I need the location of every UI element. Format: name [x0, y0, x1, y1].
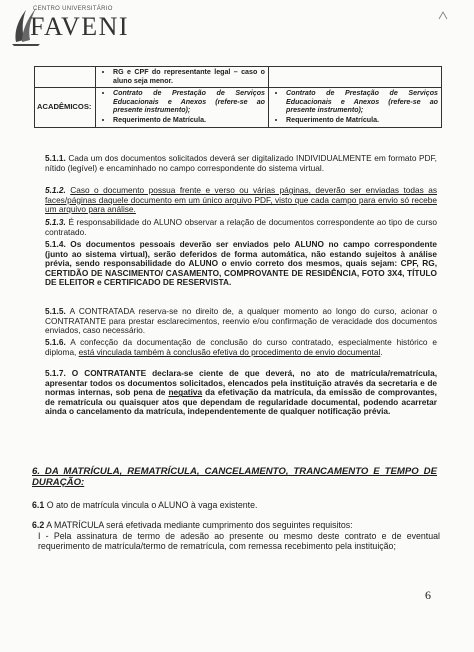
- table-row: [35, 88, 442, 127]
- table-row-label: ACADÊMICOS:: [35, 88, 96, 127]
- list-item: • Contrato de Prestação de Serviços Educacionais e Anexos (refere-se ao presente instrumento);: [113, 89, 265, 116]
- list-item: • Requerimento de Matrícula.: [286, 116, 438, 126]
- table-cell: [269, 88, 442, 127]
- corner-mark-icon: [438, 10, 448, 20]
- list-item: • RG e CPF do representante legal – caso o aluno seja menor.: [113, 68, 265, 86]
- paragraph-6-2: 6.2 A MATRÍCULA será efetivada mediante cumprimento dos seguintes requisitos:: [32, 520, 353, 530]
- clause-5-1-4: 5.1.4. Os documentos pessoais deverão ser enviados pelo ALUNO no campo correspondente (junto ao sistema virtual), serão deferidos de forma automática, não estando sujeitos à análise prévia, sendo responsabilidade do ALUNO o envio correto dos mesmos, quais sejam: CPF, RG, CERTIDÃO DE NASCIMENTO/ CASAMENTO, COMPROVANTE DE RESIDÊNCIA, FOTO 3X4, TÍTULO DE ELEITOR e CERTIFICADO DE RESERVISTA.: [45, 239, 437, 288]
- paragraph-6-2-item-1: I - Pela assinatura de termo de adesão ao presente ou mesmo deste contrato e de eventual requerimento de matrícula/termo de rematrícula, com remessa recebimento pela instituição;: [38, 531, 440, 552]
- list-item: • Requerimento de Matrícula.: [113, 116, 265, 126]
- paragraph-6-1: 6.1 O ato de matrícula vincula o ALUNO à vaga existente.: [32, 500, 258, 510]
- clause-5-1-2: 5.1.2. Caso o documento possua frente e verso ou várias páginas, deverão ser enviadas todas as faces/páginas daquele documento em um único arquivo PDF, visto que cada campo para envio só recebe um arquivo para análise.: [45, 185, 437, 215]
- table-cell: [96, 67, 269, 88]
- table-row: [35, 67, 442, 88]
- table-cell-empty: [35, 67, 96, 88]
- clause-5-1-5: 5.1.5. A CONTRATADA reserva-se no direito de, a qualquer momento ao longo do curso, acionar o CONTRATANTE para prestar esclarecimentos, reenvio e/ou confirmação de veracidade dos documentos enviados, caso necessário.: [45, 306, 437, 336]
- clause-5-1-3: 5.1.3. É responsabilidade do ALUNO observar a relação de documentos correspondente ao tipo de curso contratado.: [45, 217, 437, 237]
- table-cell-empty: [269, 67, 442, 88]
- page-number: 6: [425, 588, 431, 602]
- documents-table: [34, 66, 442, 128]
- table-cell: [96, 88, 269, 127]
- logo-title: FAVENI: [30, 12, 130, 41]
- list-item: • Contrato de Prestação de Serviços Educacionais e Anexos (refere-se ao presente instrumento);: [286, 89, 438, 116]
- clause-5-1-6: 5.1.6. A confecção da documentação de conclusão do curso contratado, especialmente histórico e diploma, está vinculada também à conclusão efetiva do procedimento de envio documental.: [45, 337, 437, 357]
- clause-5-1-1: 5.1.1. Cada um dos documentos solicitados deverá ser digitalizado INDIVIDUALMENTE em formato PDF, nítido (legível) e encaminhado no campo correspondente do sistema virtual.: [45, 153, 437, 173]
- clause-5-1-7: 5.1.7. O CONTRATANTE declara-se ciente de que deverá, no ato de matrícula/rematrícula, apresentar todos os documentos solicitados, elencados pela instituição através da secretaria e de normas internas, sob pena de negativa da efetivação da matrícula, da emissão de comprovantes, de rematrícula ou quaisquer atos que dependam de regularidade documental, podendo acarretar ainda o cancelamento da matrícula, independentemente de qualquer notificação prévia.: [45, 368, 438, 417]
- section-6-heading: 6. DA MATRÍCULA, REMATRÍCULA, CANCELAMENTO, TRANCAMENTO E TEMPO DE DURAÇÃO:: [32, 466, 437, 488]
- logo-subtitle: CENTRO UNIVERSITÁRIO: [33, 6, 113, 12]
